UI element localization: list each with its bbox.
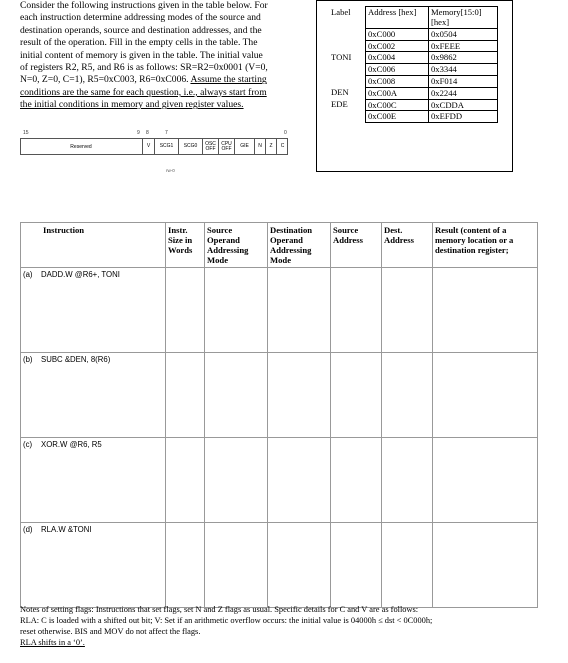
notes-line: RLA: C is loaded with a shifted out bit; V: Set if an arithmetic overflow occurs: the initial value is 04000h ≤ dst < 0C000h; (20, 616, 433, 625)
memory-value: 0xCDDA (429, 99, 498, 111)
memory-address: 0xC002 (366, 40, 429, 52)
notes-line: RLA shifts in a ‘0’. (20, 638, 85, 647)
memory-value: 0xFEEE (429, 40, 498, 52)
memory-header-row (329, 7, 498, 29)
problem-statement (20, 0, 310, 112)
memory-row (329, 40, 498, 52)
memory-label (329, 40, 366, 52)
memory-row (329, 64, 498, 76)
memory-row (329, 99, 498, 111)
memory-address: 0xC00A (366, 87, 429, 99)
intro-line: Consider the following instructions given in the table below. For (20, 0, 268, 11)
answer-cell[interactable] (382, 353, 433, 438)
intro-line: result of the operation. Fill in the empty cells in the table. The (20, 37, 258, 49)
table-row (21, 523, 538, 608)
answer-cell[interactable] (268, 523, 331, 608)
memory-row (329, 76, 498, 88)
answer-cell[interactable] (166, 268, 205, 353)
instruction-text: SUBC &DEN, 8(R6) (41, 355, 111, 364)
answer-cell[interactable] (433, 438, 538, 523)
flag-c: C (276, 138, 288, 155)
memory-row (329, 28, 498, 40)
row-tag: (d) (23, 525, 33, 534)
address-header: Address [hex] (366, 7, 429, 29)
memory-header: Memory[15:0] [hex] (429, 7, 498, 29)
memory-value: 0x2244 (429, 87, 498, 99)
instruction-text: XOR.W @R6, R5 (41, 440, 102, 449)
answer-cell[interactable] (205, 523, 268, 608)
answer-cell[interactable] (382, 438, 433, 523)
answer-cell[interactable] (205, 268, 268, 353)
flag-gie: GIE (234, 138, 254, 155)
answer-cell[interactable] (433, 523, 538, 608)
intro-text: N=0, Z=0, C=1), R5=0xC003, R6=0xC006. (20, 74, 191, 86)
answer-cell[interactable] (205, 353, 268, 438)
intro-line: initial content of memory is given in the table. The initial value (20, 49, 263, 61)
answer-cell[interactable] (331, 268, 382, 353)
answer-cell[interactable] (166, 523, 205, 608)
bit-number: 0 (284, 130, 287, 136)
memory-label (329, 76, 366, 88)
row-tag: (c) (23, 440, 33, 449)
intro-emphasis: Assume the starting (190, 74, 267, 86)
memory-value: 0xF014 (429, 76, 498, 88)
col-dst-address: Dest. Address (382, 223, 433, 268)
memory-address: 0xC00E (366, 111, 429, 123)
memory-panel (316, 0, 513, 172)
memory-label (329, 28, 366, 40)
bit-number: 7 (165, 130, 168, 136)
col-src-mode: Source Operand Addressing Mode (205, 223, 268, 268)
answer-cell[interactable] (382, 268, 433, 353)
answer-cell[interactable] (331, 353, 382, 438)
memory-row (329, 52, 498, 64)
bit-number: 15 (23, 130, 29, 136)
flag-z: Z (265, 138, 276, 155)
memory-value: 0xEFDD (429, 111, 498, 123)
answer-cell[interactable] (331, 523, 382, 608)
memory-label: TONI (331, 51, 352, 62)
bit-number: 8 (146, 130, 149, 136)
memory-label (329, 64, 366, 76)
memory-table (329, 6, 498, 123)
memory-address: 0xC008 (366, 76, 429, 88)
memory-value: 0x9862 (429, 52, 498, 64)
flag-notes (20, 604, 550, 648)
intro-line: each instruction determine addressing modes of the source and (20, 12, 261, 24)
memory-label: EDE (331, 99, 348, 110)
col-result: Result (content of a memory location or a destination register; (433, 223, 538, 268)
table-row (21, 268, 538, 353)
memory-address: 0xC00C (366, 99, 429, 111)
intro-line: conditions are the same for each question, i.e., always start from (20, 86, 267, 98)
notes-line: Notes of setting flags: Instructions that set flags, set N and Z flags as usual. Specific details for C and V are as follows: (20, 605, 419, 614)
instruction-cell (21, 353, 166, 438)
memory-label (329, 111, 366, 123)
col-size: Instr. Size in Words (166, 223, 205, 268)
row-tag: (a) (23, 270, 33, 279)
instruction-cell (21, 268, 166, 353)
rw-label: rw-0 (166, 168, 175, 173)
answer-cell[interactable] (205, 438, 268, 523)
answer-cell[interactable] (433, 268, 538, 353)
flag-oscoff: OSC OFF (202, 138, 218, 155)
flag-cpuoff: CPU OFF (218, 138, 234, 155)
table-row (21, 438, 538, 523)
row-tag: (b) (23, 355, 33, 364)
intro-line (20, 74, 310, 86)
table-header-row (21, 223, 538, 268)
memory-value: 0x0504 (429, 28, 498, 40)
memory-address: 0xC006 (366, 64, 429, 76)
flag-n: N (254, 138, 265, 155)
instruction-text: RLA.W &TONI (41, 525, 92, 534)
instruction-cell (21, 523, 166, 608)
intro-line: destination operands, source and destination addresses, and the (20, 24, 262, 36)
table-row (21, 353, 538, 438)
memory-row (329, 111, 498, 123)
memory-value: 0x3344 (429, 64, 498, 76)
notes-line: reset otherwise. BIS and MOV do not affect the flags. (20, 627, 201, 636)
col-src-address: Source Address (331, 223, 382, 268)
memory-label: DEN (331, 87, 349, 98)
label-header: Label (331, 6, 351, 17)
answer-cell[interactable] (433, 353, 538, 438)
answer-cell[interactable] (166, 353, 205, 438)
instruction-table (20, 222, 538, 608)
flag-scg0: SCG0 (178, 138, 202, 155)
answer-cell[interactable] (268, 353, 331, 438)
answer-cell[interactable] (166, 438, 205, 523)
bit-number: 9 (137, 130, 140, 136)
col-instruction: Instruction (21, 223, 166, 268)
answer-cell[interactable] (268, 268, 331, 353)
memory-row (329, 87, 498, 99)
status-register-diagram (20, 130, 290, 176)
flag-scg1: SCG1 (154, 138, 178, 155)
intro-line: of registers R2, R5, and R6 is as follows: SR=R2=0x0001 (V=0, (20, 62, 268, 74)
instruction-cell (21, 438, 166, 523)
answer-cell[interactable] (382, 523, 433, 608)
intro-line: the initial conditions in memory and given register values. (20, 99, 244, 111)
reserved-field: Reserved (70, 143, 92, 150)
flag-v: V (142, 138, 154, 155)
instruction-text: DADD.W @R6+, TONI (41, 270, 120, 279)
answer-cell[interactable] (331, 438, 382, 523)
col-dst-mode: Destination Operand Addressing Mode (268, 223, 331, 268)
memory-address: 0xC000 (366, 28, 429, 40)
memory-address: 0xC004 (366, 52, 429, 64)
answer-cell[interactable] (268, 438, 331, 523)
